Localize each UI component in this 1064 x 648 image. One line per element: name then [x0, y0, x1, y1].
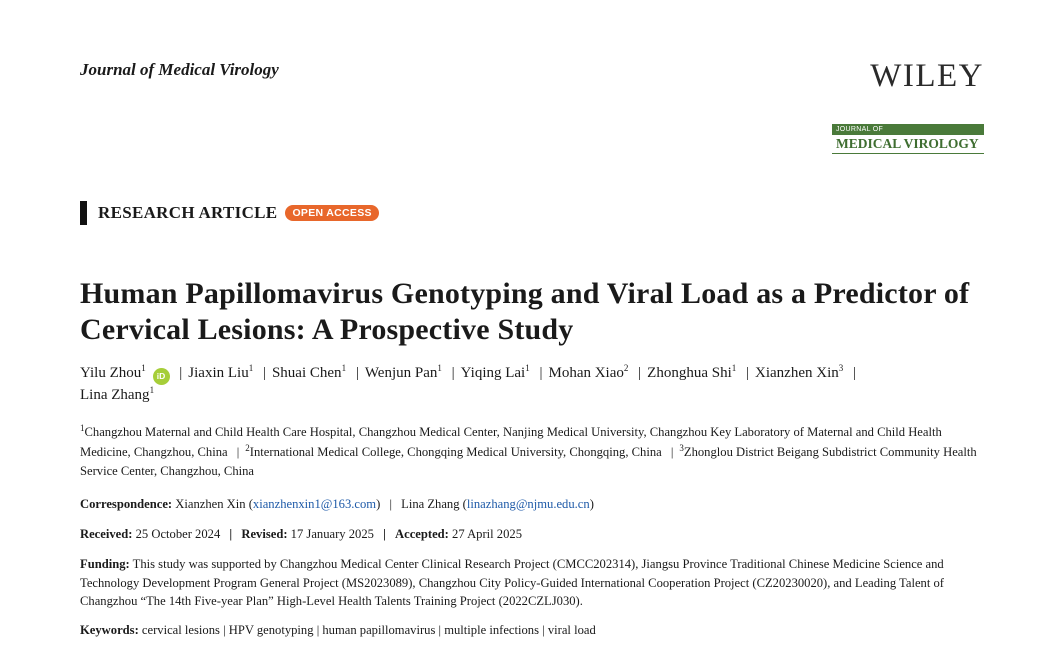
article-type-marker	[80, 201, 87, 225]
author-affiliation-mark: 1	[141, 363, 146, 373]
keyword-separator: |	[438, 623, 442, 637]
keyword[interactable]: HPV genotyping	[228, 623, 314, 637]
journal-logo	[832, 124, 984, 154]
journal-name: Journal of Medical Virology	[80, 60, 279, 79]
author-separator: |	[853, 365, 857, 381]
keyword-separator: |	[542, 623, 545, 637]
author-affiliation-mark: 1	[248, 363, 254, 373]
author-name[interactable]: Yiqing Lai	[460, 365, 526, 381]
author-name[interactable]: Xianzhen Xin	[755, 365, 839, 381]
keyword-separator: |	[223, 623, 226, 637]
correspondence-separator: |	[389, 497, 392, 511]
author-separator: |	[638, 365, 642, 381]
author-affiliation-mark: 1	[437, 363, 442, 373]
author-separator: |	[262, 365, 266, 381]
correspondent-name: Lina Zhang	[401, 497, 460, 511]
publisher-logo: WILEY	[870, 58, 984, 94]
accepted-label: Accepted:	[395, 527, 449, 541]
author-separator: |	[179, 365, 183, 381]
author-affiliation-mark: 2	[623, 363, 629, 373]
article-type-row	[80, 201, 379, 225]
author-affiliation-mark: 1	[525, 363, 530, 373]
affiliation-text: Changzhou Maternal and Child Health Care Hospital, Changzhou Medical Center, Nanjing Medical University, Changzhou Key Laboratory of Maternal and Child Health Medicine, Changzhou, China	[80, 425, 942, 459]
keywords-label: Keywords:	[80, 623, 139, 637]
affiliation-separator: |	[670, 444, 674, 459]
funding-label: Funding:	[80, 557, 130, 571]
journal-logo-top: JOURNAL OF	[832, 124, 984, 135]
correspondent-name: Xianzhen Xin	[175, 497, 246, 511]
correspondent-email-link[interactable]: xianzhenxin1@163.com	[252, 497, 377, 511]
affiliations	[80, 423, 985, 482]
journal-logo-name: MEDICAL VIROLOGY	[832, 135, 984, 154]
correspondence: Correspondence: Xianzhen Xin (xianzhenxin1@163.com) | Lina Zhang (linazhang@njmu.edu.cn)	[80, 497, 594, 511]
revised-label: Revised:	[241, 527, 288, 541]
keywords	[80, 621, 985, 640]
keyword[interactable]: human papillomavirus	[322, 623, 436, 637]
affiliation-number: 1	[80, 422, 85, 433]
author-affiliation-mark: 3	[838, 363, 844, 373]
author-name[interactable]: Zhonghua Shi	[647, 365, 732, 381]
author-separator: |	[746, 365, 750, 381]
author-separator: |	[539, 365, 543, 381]
date-separator: |	[383, 527, 386, 541]
article-type-label: RESEARCH ARTICLE	[98, 203, 278, 222]
correspondent-email-link[interactable]: linazhang@njmu.edu.cn	[466, 497, 590, 511]
accepted-date: 27 April 2025	[452, 527, 522, 541]
keyword[interactable]: cervical lesions	[141, 623, 220, 637]
affiliation-separator: |	[236, 444, 240, 459]
funding-text: This study was supported by Changzhou Medical Center Clinical Research Project (CMCC202314), Jiangsu Province Traditional Chinese Medicine Science and Technology Development Program General Project (MS2023089), Changzhou City Policy-Guided International Cooperation Project (CZ20230020), and Leading Talent of Changzhou “The 14th Five-year Plan” High-Level Health Talents Training Project (2022CZLJ030).	[80, 557, 944, 608]
affiliation-number: 3	[679, 442, 684, 453]
received-label: Received:	[80, 527, 133, 541]
affiliation-text: Zhonglou District Beigang Subdistrict Community Health Service Center, Changzhou, China	[80, 444, 977, 478]
date-separator: |	[229, 527, 233, 541]
affiliation-number: 2	[245, 442, 250, 453]
author-name[interactable]: Wenjun Pan	[364, 365, 438, 381]
author-list	[80, 363, 985, 405]
keyword[interactable]: viral load	[547, 623, 596, 637]
author-name[interactable]: Shuai Chen	[271, 365, 342, 381]
affiliation-text: International Medical College, Chongqing Medical University, Chongqing, China	[249, 444, 662, 459]
article-dates	[80, 525, 985, 544]
author-name[interactable]: Mohan Xiao	[548, 365, 624, 381]
author-separator: |	[451, 365, 455, 381]
article-title: Human Papillomavirus Genotyping and Viral Load as a Predictor of Cervical Lesions: A Prospective Study	[80, 277, 970, 346]
author-affiliation-mark: 1	[149, 385, 155, 395]
keyword-separator: |	[316, 623, 320, 637]
funding	[80, 555, 985, 611]
orcid-icon[interactable]: iD	[153, 368, 170, 385]
correspondence-label: Correspondence:	[80, 497, 173, 511]
author-separator: |	[355, 365, 359, 381]
revised-date: 17 January 2025	[290, 527, 374, 541]
received-date: 25 October 2024	[135, 527, 221, 541]
author-affiliation-mark: 1	[341, 363, 347, 373]
author-affiliation-mark: 1	[731, 363, 737, 373]
keyword[interactable]: multiple infections	[444, 623, 539, 637]
open-access-badge[interactable]: OPEN ACCESS	[285, 205, 378, 221]
author-name[interactable]: Jiaxin Liu	[188, 365, 249, 381]
author-name[interactable]: Lina Zhang	[80, 387, 150, 403]
author-name[interactable]: Yilu Zhou	[80, 365, 142, 381]
